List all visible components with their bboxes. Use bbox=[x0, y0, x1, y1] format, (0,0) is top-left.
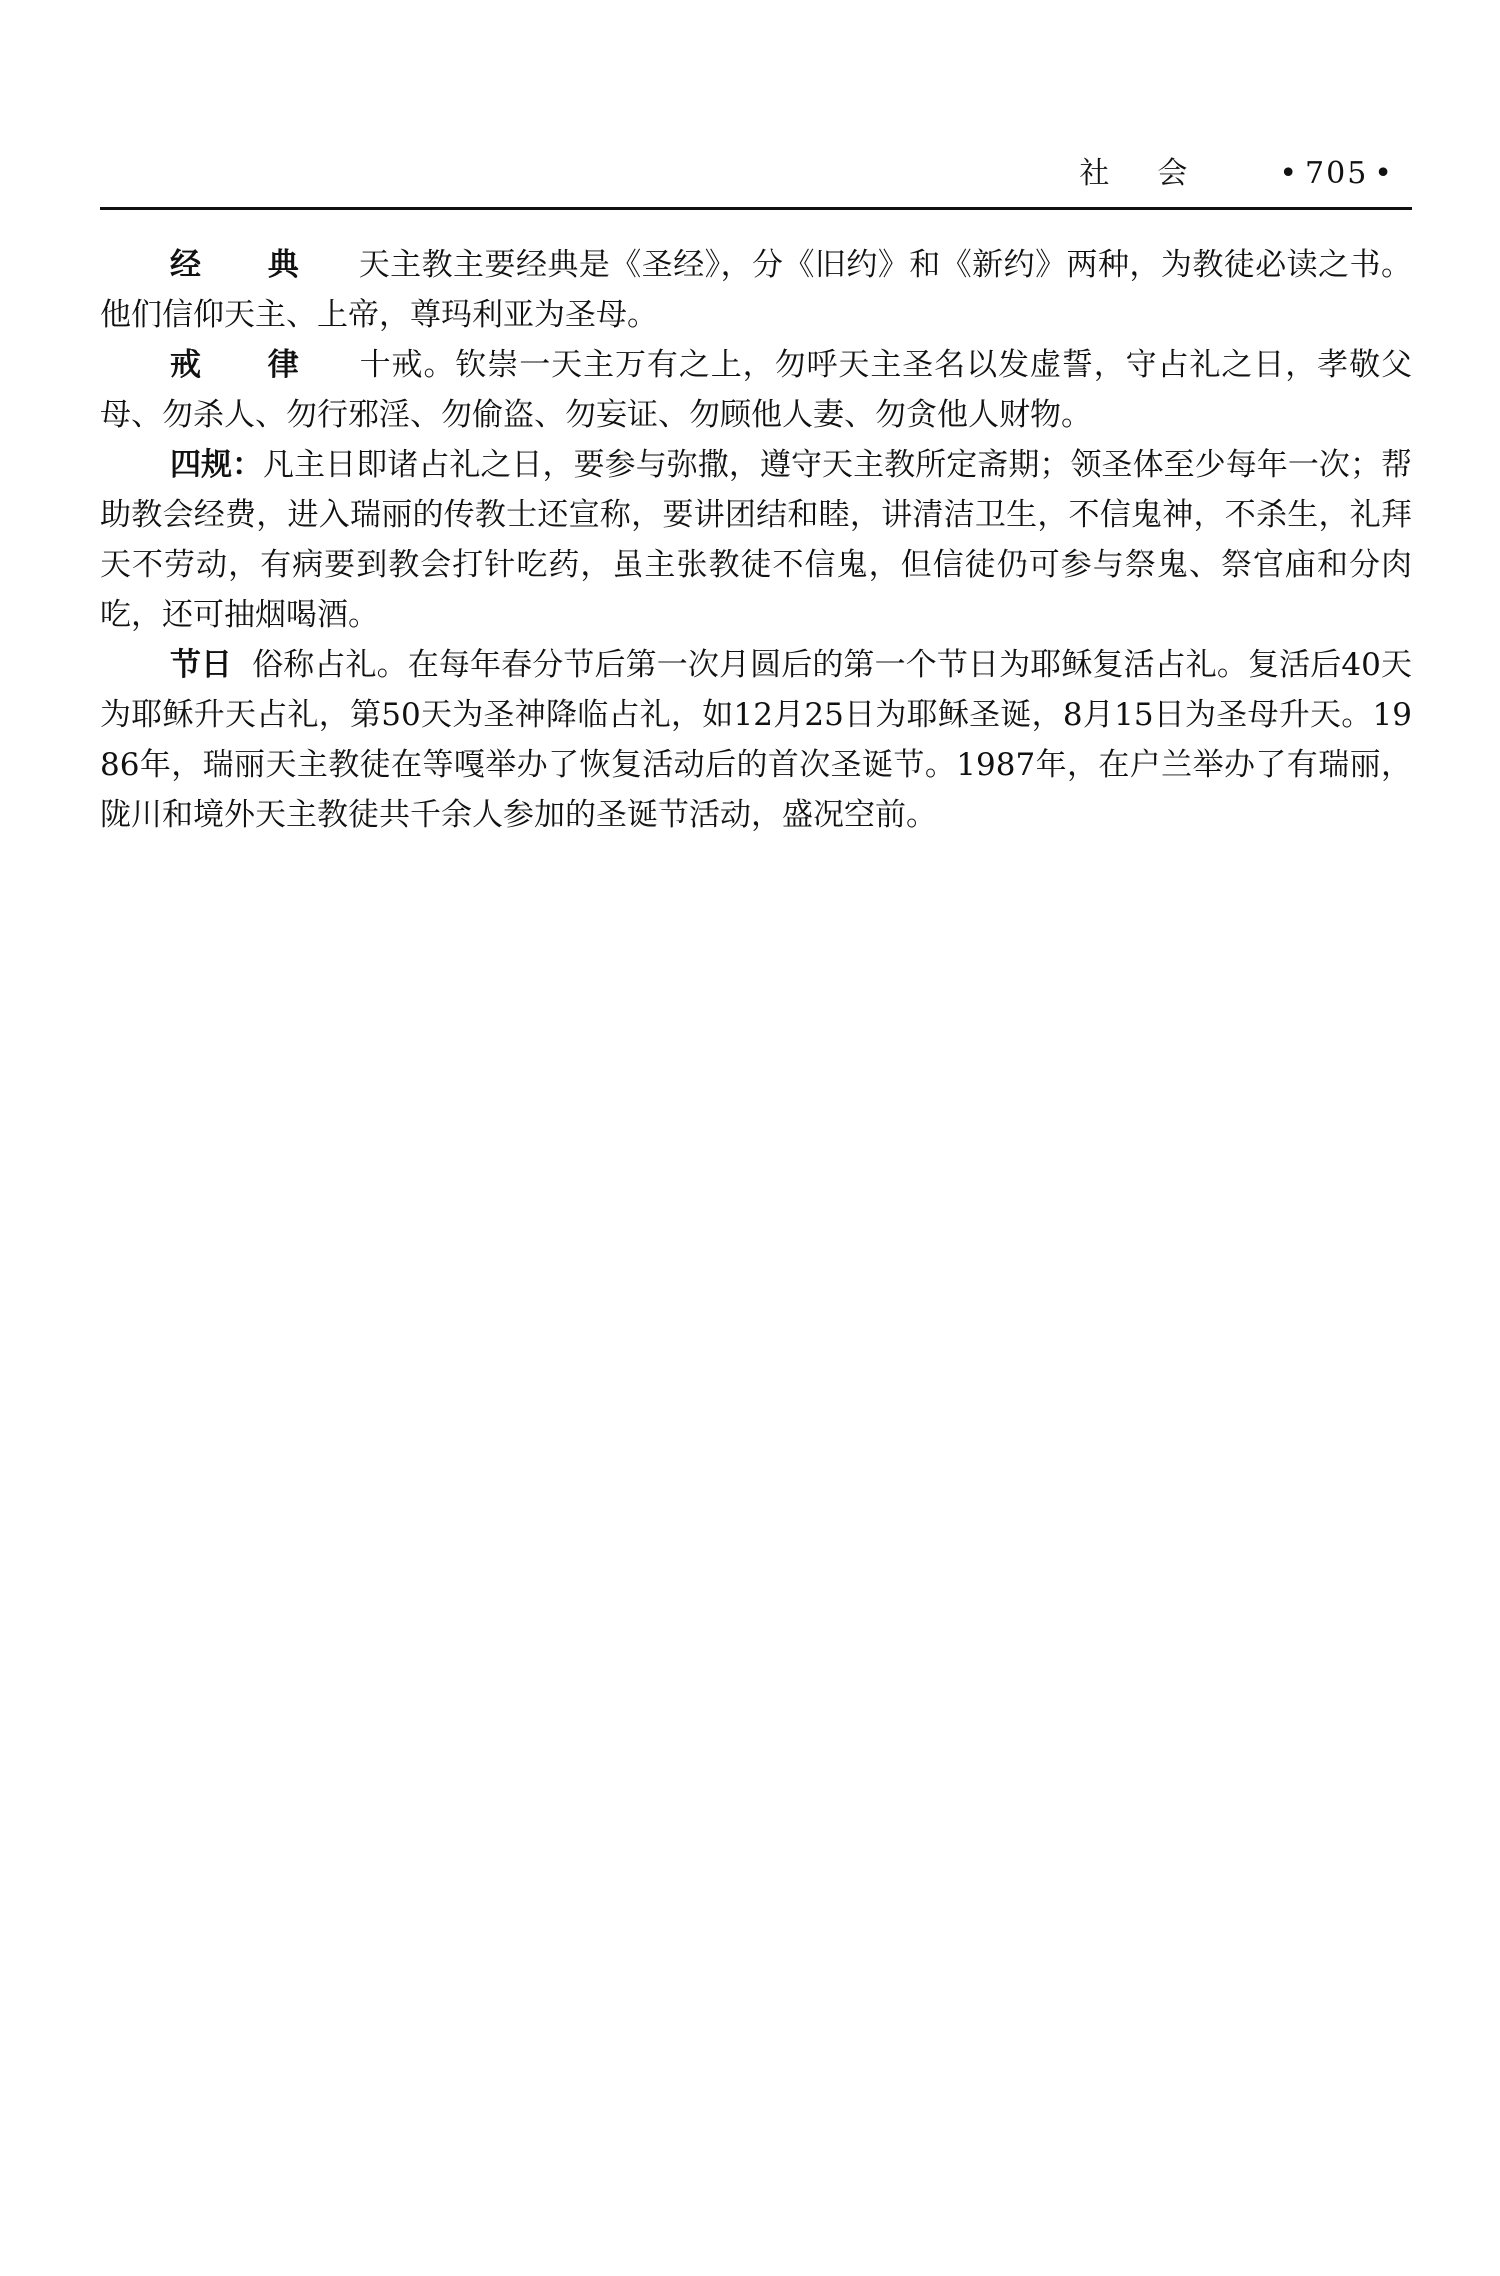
entry-term: 经 典 bbox=[170, 247, 327, 283]
section-title: 社会 bbox=[1079, 156, 1236, 191]
running-header bbox=[100, 148, 1400, 198]
page-number: 705 bbox=[1305, 156, 1369, 191]
entry-text: 凡主日即诸占礼之日，要参与弥撒，遵守天主教所定斋期；领圣体至少每年一次；帮助教会经费，进入瑞丽的传教士还宣称，要讲团结和睦，讲清洁卫生，不信鬼神，不杀生，礼拜天不劳动，有病要到教会打针吃药，虽主张教徒不信鬼，但信徒仍可参与祭鬼、祭官庙和分肉吃，还可抽烟喝酒。 bbox=[100, 447, 1412, 633]
entry-four-rules bbox=[100, 440, 1412, 640]
page-number-bullet-right: • bbox=[1374, 156, 1394, 191]
entry-commandments bbox=[100, 340, 1412, 440]
body-text bbox=[100, 240, 1412, 840]
entry-festivals bbox=[100, 640, 1412, 840]
entry-text: 俗称占礼。在每年春分节后第一次月圆后的第一个节日为耶稣复活占礼。复活后40天为耶稣升天占礼，第50天为圣神降临占礼，如12月25日为耶稣圣诞，8月15日为圣母升天。1986年，瑞丽天主教徒在等嘎举办了恢复活动后的首次圣诞节。1987年，在户兰举办了有瑞丽，陇川和境外天主教徒共千余人参加的圣诞节活动，盛况空前。 bbox=[100, 647, 1412, 833]
entry-term: 节日 bbox=[170, 647, 232, 683]
entry-scriptures bbox=[100, 240, 1412, 340]
entry-term: 戒 律 bbox=[170, 347, 327, 383]
page-number-bullet-left: • bbox=[1279, 156, 1300, 191]
header-rule bbox=[100, 207, 1412, 210]
entry-text: 十戒。钦崇一天主万有之上，勿呼天主圣名以发虚誓，守占礼之日，孝敬父母、勿杀人、勿行邪淫、勿偷盗、勿妄证、勿顾他人妻、勿贪他人财物。 bbox=[100, 347, 1413, 433]
entry-text: 天主教主要经典是《圣经》，分《旧约》和《新约》两种，为教徒必读之书。他们信仰天主、上帝，尊玛利亚为圣母。 bbox=[100, 247, 1413, 333]
entry-term: 四规： bbox=[170, 447, 263, 483]
